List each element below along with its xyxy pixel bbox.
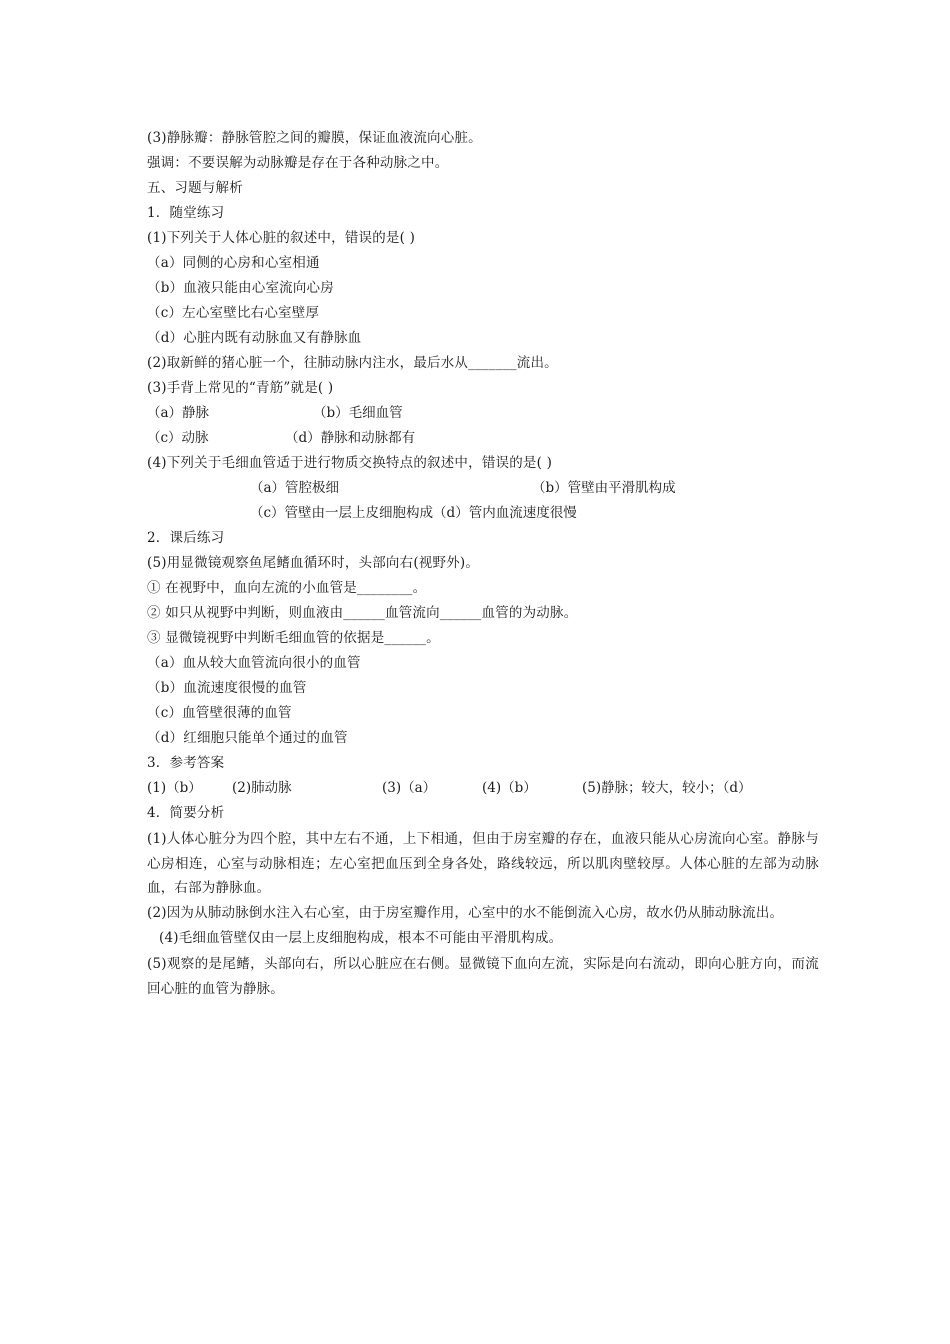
- analysis-paragraph-5: (5)观察的是尾鳍，头部向右，所以心脏应在右侧。显微镜下血向左流，实际是向右流动，即向心脏方向，而流回心脏的血管为静脉。: [147, 956, 819, 997]
- analysis-paragraph-4: (4)毛细血管壁仅由一层上皮细胞构成，根本不可能由平滑肌构成。: [159, 930, 563, 946]
- answer-4: (4)（b）: [482, 780, 537, 796]
- question-3-option-d: （d）静脉和动脉都有: [285, 430, 416, 446]
- question-5-option-a: （a）血从较大血管流向很小的血管: [147, 655, 361, 671]
- question-4-stem: (4)下列关于毛细血管适于进行物质交换特点的叙述中，错误的是( ): [147, 455, 553, 471]
- question-5-option-b: （b）血流速度很慢的血管: [147, 680, 307, 696]
- question-1-option-b: （b）血液只能由心室流向心房: [147, 280, 334, 296]
- question-4-option-cd: （c）管壁由一层上皮细胞构成（d）管内血流速度很慢: [250, 505, 577, 521]
- question-3-option-a: （a）静脉: [147, 405, 210, 421]
- answers-title: 3．参考答案: [147, 755, 225, 771]
- analysis-paragraph-1: (1)人体心脏分为四个腔，其中左右不通，上下相通，但由于房室瓣的存在，血液只能从心房流向心室。静脉与心房相连，心室与动脉相连；左心室把血压到全身各处，路线较远，所以肌肉壁较厚。人体心脏的左部为动脉血，右部为静脉血。: [147, 831, 819, 896]
- question-1-option-d: （d）心脏内既有动脉血又有静脉血: [147, 330, 362, 346]
- question-5-sub-3: ③ 显微镜视野中判断毛细血管的依据是______。: [147, 630, 440, 646]
- practice-title: 1．随堂练习: [147, 205, 225, 221]
- question-4-option-a: （a）管腔极细: [250, 480, 340, 496]
- question-4-option-b: （b）管壁由平滑肌构成: [532, 480, 676, 496]
- question-1-option-c: （c）左心室壁比右心室壁厚: [147, 305, 320, 321]
- note-emphasis: 强调：不要误解为动脉瓣是存在于各种动脉之中。: [147, 155, 449, 171]
- question-2: (2)取新鲜的猪心脏一个，往肺动脉内注水，最后水从_______流出。: [147, 355, 558, 371]
- question-5-sub-2: ② 如只从视野中判断，则血液由______血管流向______血管的为动脉。: [147, 605, 578, 621]
- analysis-paragraph-2: (2)因为从肺动脉倒水注入右心室，由于房室瓣作用，心室中的水不能倒流入心房，故水仍从肺动脉流出。: [147, 905, 784, 921]
- question-1-stem: (1)下列关于人体心脏的叙述中，错误的是( ): [147, 230, 416, 246]
- question-5-stem: (5)用显微镜观察鱼尾鳍血循环时，头部向右(视野外)。: [147, 555, 480, 571]
- analysis-title: 4．简要分析: [147, 805, 225, 821]
- question-1-option-a: （a）同侧的心房和心室相通: [147, 255, 320, 271]
- question-3-option-b: （b）毛细血管: [313, 405, 403, 421]
- answer-1: (1)（b）: [147, 780, 202, 796]
- answer-3: (3)（a）: [382, 780, 437, 796]
- note-venous-valve: (3)静脉瓣：静脉管腔之间的瓣膜，保证血液流向心脏。: [147, 130, 482, 146]
- question-5-sub-1: ① 在视野中，血向左流的小血管是________。: [147, 580, 427, 596]
- question-3-option-c: （c）动脉: [147, 430, 209, 446]
- answer-5: (5)静脉；较大，较小；（d）: [582, 780, 752, 796]
- question-5-option-d: （d）红细胞只能单个通过的血管: [147, 730, 348, 746]
- homework-title: 2．课后练习: [147, 530, 225, 546]
- answer-2: (2)肺动脉: [232, 780, 292, 796]
- section-title: 五、习题与解析: [147, 180, 243, 196]
- question-5-option-c: （c）血管壁很薄的血管: [147, 705, 292, 721]
- question-3-stem: (3)手背上常见的“青筋”就是( ): [147, 380, 334, 396]
